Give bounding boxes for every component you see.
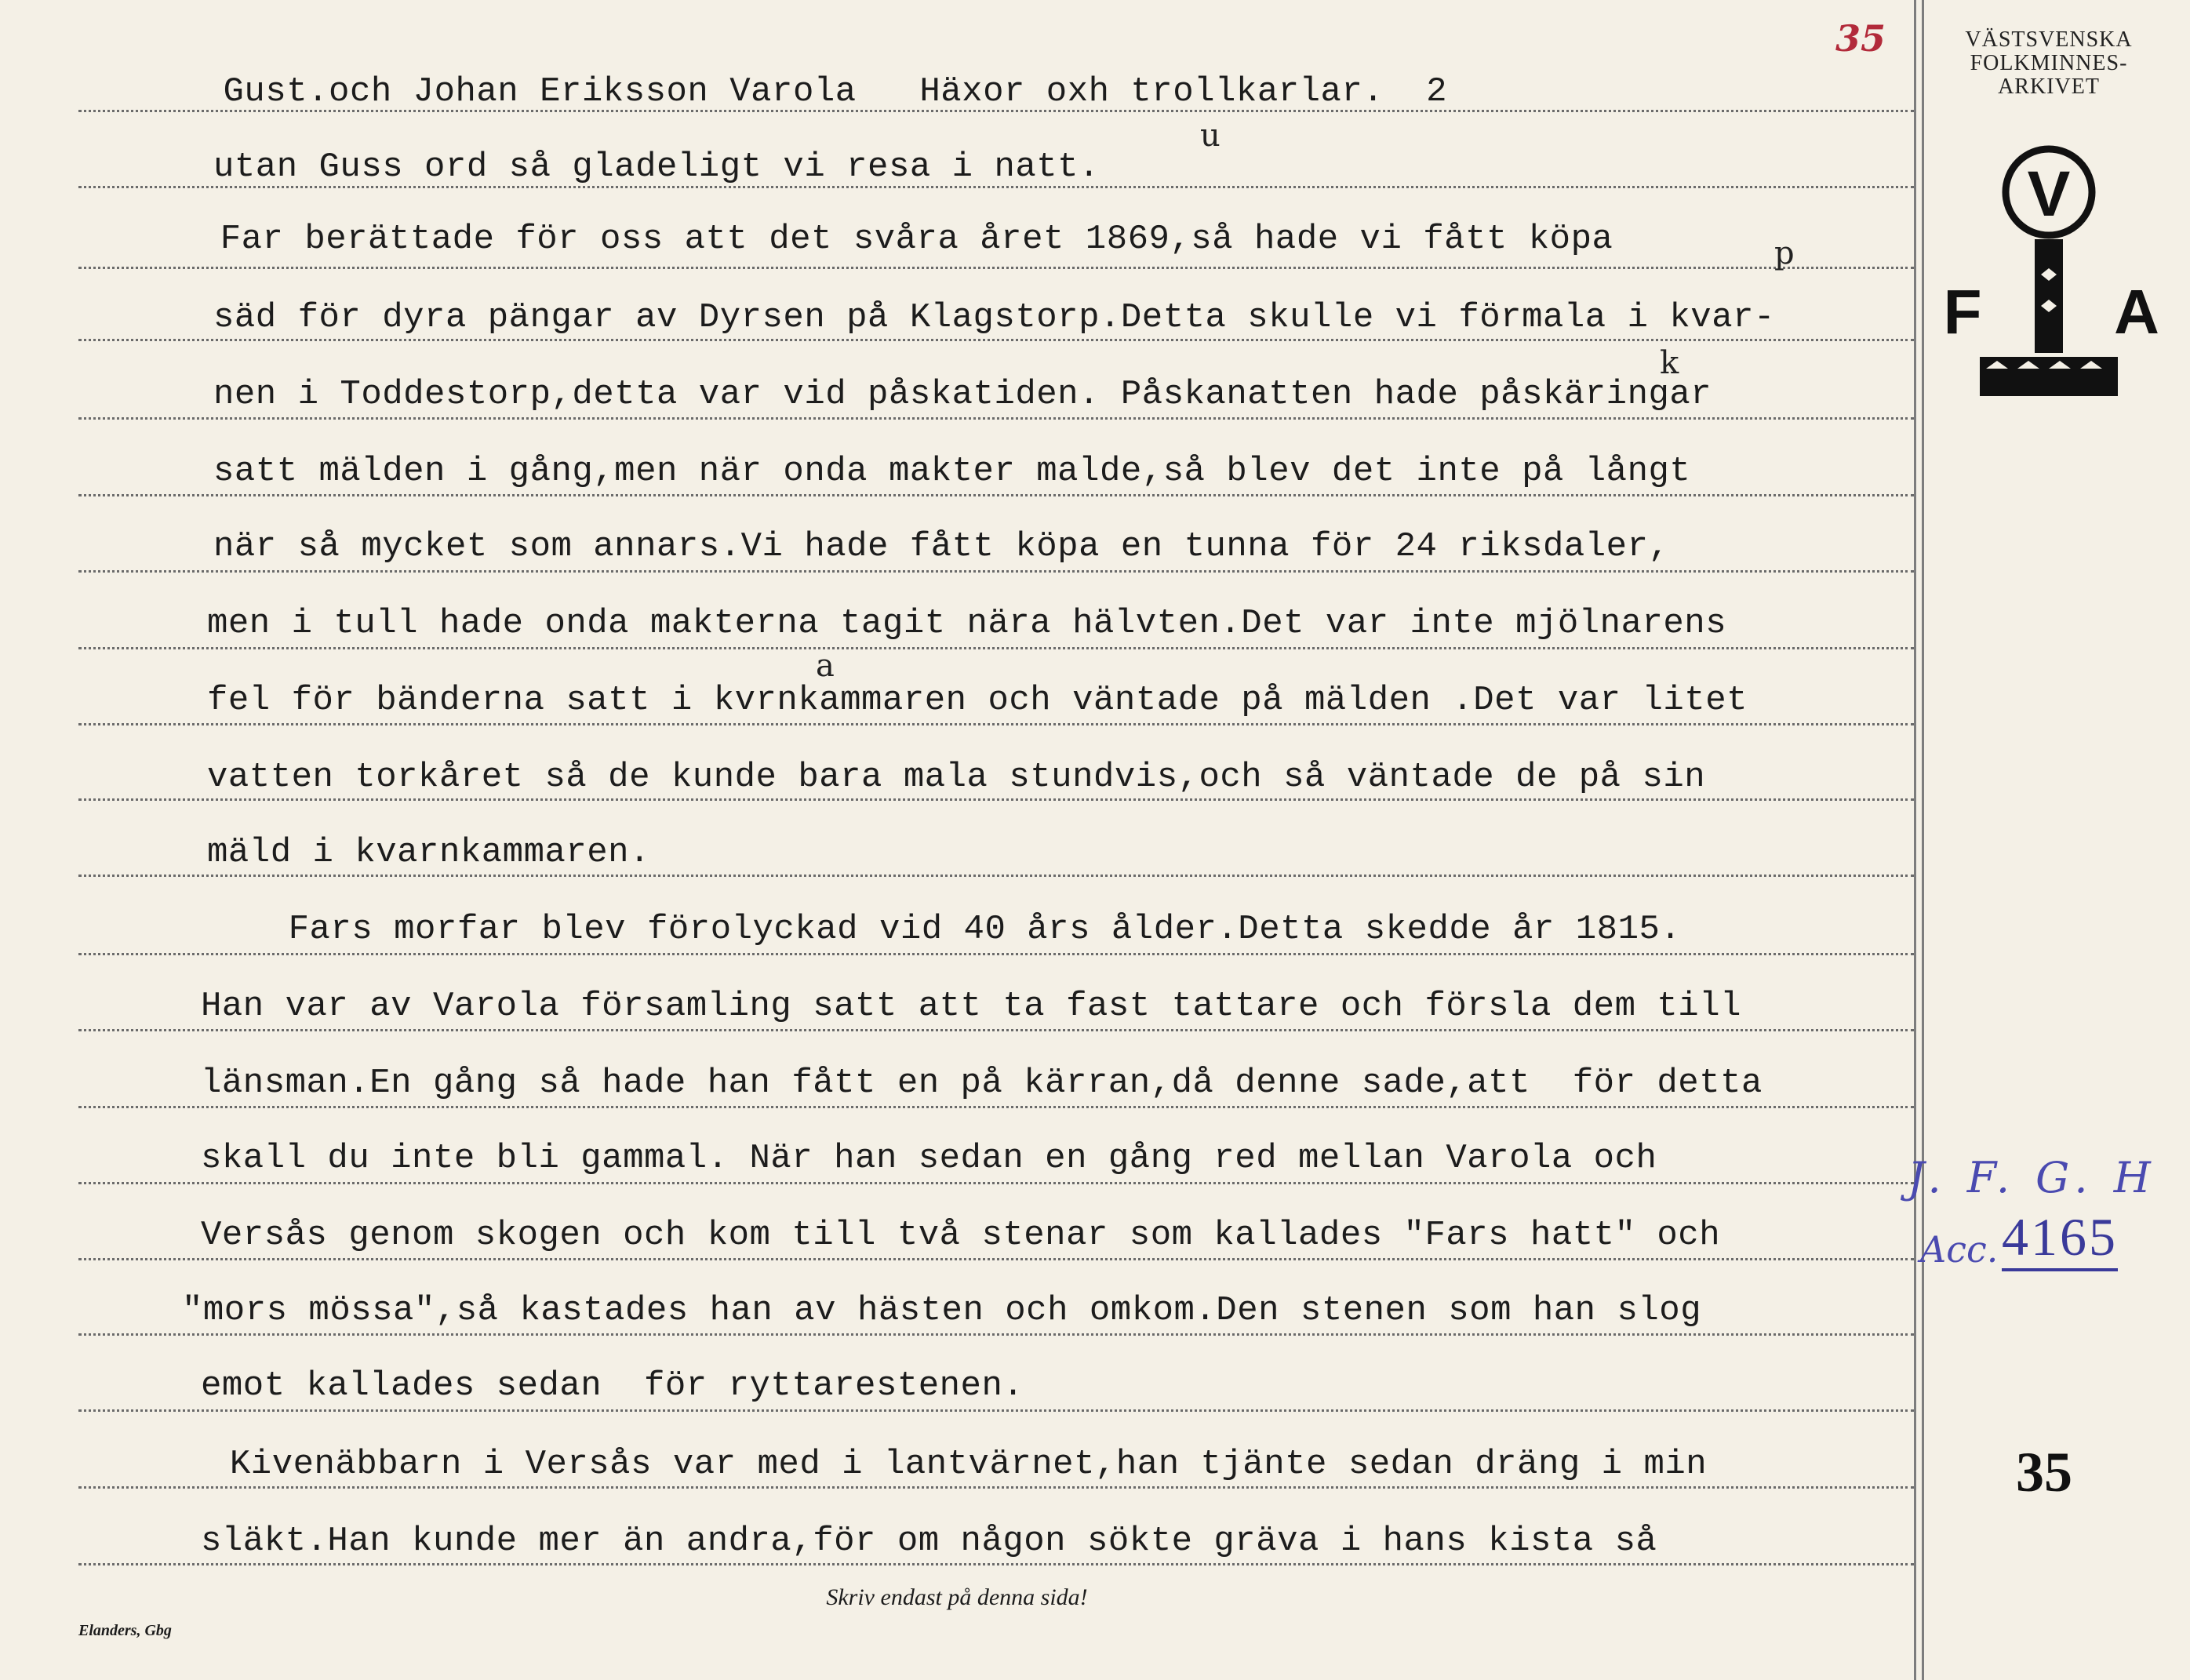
text-line: släkt.Han kunde mer än andra,för om någon sökte gräva i hans kista så xyxy=(201,1522,1657,1561)
archive-name-line: VÄSTSVENSKA xyxy=(1965,27,2133,52)
archive-name-line: ARKIVET xyxy=(1998,75,2100,99)
ruled-line xyxy=(78,647,1914,649)
archive-name xyxy=(1931,28,2166,99)
ruled-line xyxy=(78,570,1914,573)
ruled-line xyxy=(78,723,1914,725)
ruled-line xyxy=(78,1029,1914,1031)
page-number: 35 xyxy=(2016,1441,2072,1504)
margin-line-inner xyxy=(1914,0,1916,1680)
text-line: "mors mössa",så kastades han av hästen och omkom.Den stenen som han slog xyxy=(182,1291,1702,1330)
ruled-line xyxy=(78,1563,1914,1565)
text-line: mäld i kvarnkammaren. xyxy=(207,833,650,872)
archive-logo-icon xyxy=(1931,133,2166,451)
handwritten-insertion: k xyxy=(1660,345,1679,381)
text-line: vatten torkåret så de kunde bara mala stundvis,och så väntade de på sin xyxy=(207,758,1706,797)
footer-instruction: Skriv endast på denna sida! xyxy=(826,1584,1088,1610)
archive-name-line: FOLKMINNES- xyxy=(1970,51,2128,75)
text-line: nen i Toddestorp,detta var vid påskatiden. Påskanatten hade påskäringar xyxy=(213,375,1712,414)
red-page-number: 35 xyxy=(1835,17,1886,60)
ruled-line xyxy=(78,1409,1914,1412)
ruled-line xyxy=(78,1333,1914,1336)
handwritten-insertion: a xyxy=(816,648,835,684)
ruled-line xyxy=(78,1106,1914,1108)
logo-letter-f: F xyxy=(1943,277,1982,347)
text-line: när så mycket som annars.Vi hade fått köpa en tunna för 24 riksdaler, xyxy=(213,527,1670,566)
ruled-line xyxy=(78,875,1914,877)
text-line: Fars morfar blev förolyckad vid 40 års ålder.Detta skedde år 1815. xyxy=(204,910,1682,949)
text-line: fel för bänderna satt i kvrnkammaren och väntade på mälden .Det var litet xyxy=(207,681,1748,720)
ruled-line xyxy=(78,1182,1914,1184)
handwritten-insertion: p xyxy=(1774,235,1795,271)
text-line: länsman.En gång så hade han fått en på kärran,då denne sade,att för detta xyxy=(201,1064,1763,1103)
handwritten-insertion: u xyxy=(1200,118,1221,154)
logo-letter-a: A xyxy=(2114,277,2159,347)
text-line: skall du inte bli gammal. När han sedan en gång red mellan Varola och xyxy=(201,1139,1657,1178)
margin-line-outer xyxy=(1922,0,1924,1680)
ruled-line xyxy=(78,494,1914,496)
text-line: Far berättade för oss att det svåra året 1869,så hade vi fått köpa xyxy=(157,220,1613,259)
text-line: säd för dyra pängar av Dyrsen på Klagstorp.Detta skulle vi förmala i kvar- xyxy=(213,298,1775,337)
ruled-line xyxy=(78,798,1914,801)
accession-number: 4165 xyxy=(2002,1206,2118,1271)
logo-letter-v: V xyxy=(2027,158,2071,230)
accession-prefix: Acc. xyxy=(1920,1228,1999,1271)
ruled-line xyxy=(78,1258,1914,1260)
ruled-line xyxy=(78,417,1914,420)
text-line: emot kallades sedan för ryttarestenen. xyxy=(201,1366,1024,1405)
ruled-line xyxy=(78,1486,1914,1489)
text-line: Kivenäbbarn i Versås var med i lantvärnet,han tjänte sedan dräng i min xyxy=(209,1445,1708,1484)
ruled-line xyxy=(78,339,1914,341)
text-line: men i tull hade onda makterna tagit nära hälvten.Det var inte mjölnarens xyxy=(207,604,1727,643)
reference-code: J. F. G. H xyxy=(1908,1153,2157,1202)
ruled-line xyxy=(78,953,1914,955)
printer-mark: Elanders, Gbg xyxy=(78,1622,172,1639)
text-line: Versås genom skogen och kom till två stenar som kallades "Fars hatt" och xyxy=(201,1216,1721,1255)
ruled-line xyxy=(78,267,1914,269)
text-line: Han var av Varola församling satt att ta fast tattare och försla dem till xyxy=(201,987,1742,1026)
text-line: utan Guss ord så gladeligt vi resa i natt. xyxy=(213,147,1100,187)
text-line: satt mälden i gång,men när onda makter malde,så blev det inte på långt xyxy=(213,452,1691,491)
text-line: Gust.och Johan Eriksson Varola Häxor oxh trollkarlar. 2 xyxy=(118,72,1447,111)
